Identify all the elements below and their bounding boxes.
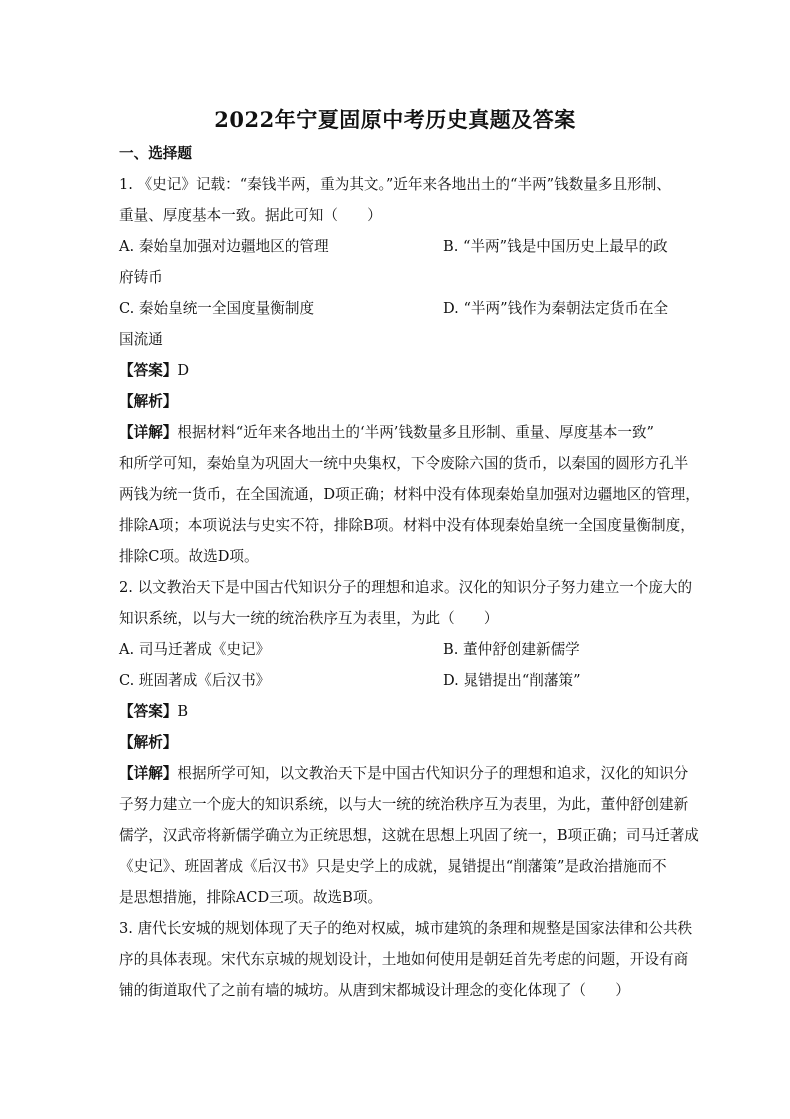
detail-text: 排除C项。故选D项。 xyxy=(119,548,259,565)
question-stem: 3. 唐代长安城的规划体现了天子的绝对权威，城市建筑的条理和规整是国家法律和公共秩 xyxy=(119,920,693,937)
option-b: B. “半两”钱是中国历史上最早的政 xyxy=(443,238,668,255)
document-body xyxy=(119,138,700,1006)
option-row xyxy=(119,293,675,324)
detail-text: 《史记》、班固著成《后汉书》只是史学上的成就，晁错提出“削藩策”是政治措施而不 xyxy=(119,858,667,875)
answer-label: 【答案】 xyxy=(119,703,178,720)
section-heading: 一、选择题 xyxy=(119,145,192,162)
answer-value: B xyxy=(177,703,189,720)
option-row xyxy=(119,665,675,696)
detail-text: 排除A项；本项说法与史实不符，排除B项。材料中没有体现秦始皇统一全国度量衡制度， xyxy=(119,517,695,534)
question-3 xyxy=(119,913,693,1006)
question-stem: 知识系统，以与大一统的统治秩序互为表里，为此（ ） xyxy=(119,610,499,627)
option-row xyxy=(119,231,675,262)
answer-value: D xyxy=(177,362,190,379)
option-d: D. 晁错提出“削藩策” xyxy=(443,672,581,689)
question-stem: 序的具体表现。宋代东京城的规划设计，土地如何使用是朝廷首先考虑的问题，开设有商 xyxy=(119,951,689,968)
detail-line xyxy=(119,417,675,448)
question-1 xyxy=(119,169,700,572)
detail-text: 和所学可知，秦始皇为巩固大一统中央集权，下令废除六国的货币，以秦国的圆形方孔半 xyxy=(119,455,689,472)
question-stem: 铺的街道取代了之前有墙的城坊。从唐到宋都城设计理念的变化体现了（ ） xyxy=(119,982,630,999)
option-c: C. 班固著成《后汉书》 xyxy=(119,672,271,689)
question-stem: 1. 《史记》记载：“秦钱半两，重为其文。”近年来各地出土的“半两”钱数量多且形制、 xyxy=(119,176,671,193)
detail-text: 是思想措施，排除ACD三项。故选B项。 xyxy=(119,889,383,906)
answer-label: 【答案】 xyxy=(119,362,178,379)
option-a: A. 司马迁著成《史记》 xyxy=(119,641,271,658)
detail-text: 根据所学可知，以文教治天下是中国古代知识分子的理想和追求，汉化的知识分 xyxy=(177,765,689,782)
question-stem: 重量、厚度基本一致。据此可知（ ） xyxy=(119,207,382,224)
page-title: 2022年宁夏固原中考历史真题及答案 xyxy=(214,107,576,132)
detail-label: 【详解】 xyxy=(119,424,178,441)
detail-text: 根据材料“近年来各地出土的‘半两’钱数量多且形制、重量、厚度基本一致” xyxy=(177,424,654,441)
option-c: C. 秦始皇统一全国度量衡制度 xyxy=(119,300,315,317)
detail-label: 【详解】 xyxy=(119,765,178,782)
option-b: B. 董仲舒创建新儒学 xyxy=(443,641,580,658)
analysis-label: 【解析】 xyxy=(119,393,178,410)
option-b-continued: 府铸币 xyxy=(119,269,163,286)
question-2 xyxy=(119,572,699,913)
question-stem: 2. 以文教治天下是中国古代知识分子的理想和追求。汉化的知识分子努力建立一个庞大的 xyxy=(119,579,693,596)
option-d: D. “半两”钱作为秦朝法定货币在全 xyxy=(443,300,669,317)
option-row xyxy=(119,634,675,665)
answer-line xyxy=(119,355,675,386)
detail-text: 儒学，汉武帝将新儒学确立为正统思想，这就在思想上巩固了统一，B项正确；司马迁著成 xyxy=(119,827,699,844)
answer-line xyxy=(119,696,675,727)
detail-text: 子努力建立一个庞大的知识系统，以与大一统的统治秩序互为表里，为此，董仲舒创建新 xyxy=(119,796,689,813)
detail-text: 两钱为统一货币，在全国流通，D项正确；材料中没有体现秦始皇加强对边疆地区的管理， xyxy=(119,486,700,503)
detail-line xyxy=(119,758,689,789)
analysis-label: 【解析】 xyxy=(119,734,178,751)
option-d-continued: 国流通 xyxy=(119,331,163,348)
option-a: A. 秦始皇加强对边疆地区的管理 xyxy=(119,238,329,255)
